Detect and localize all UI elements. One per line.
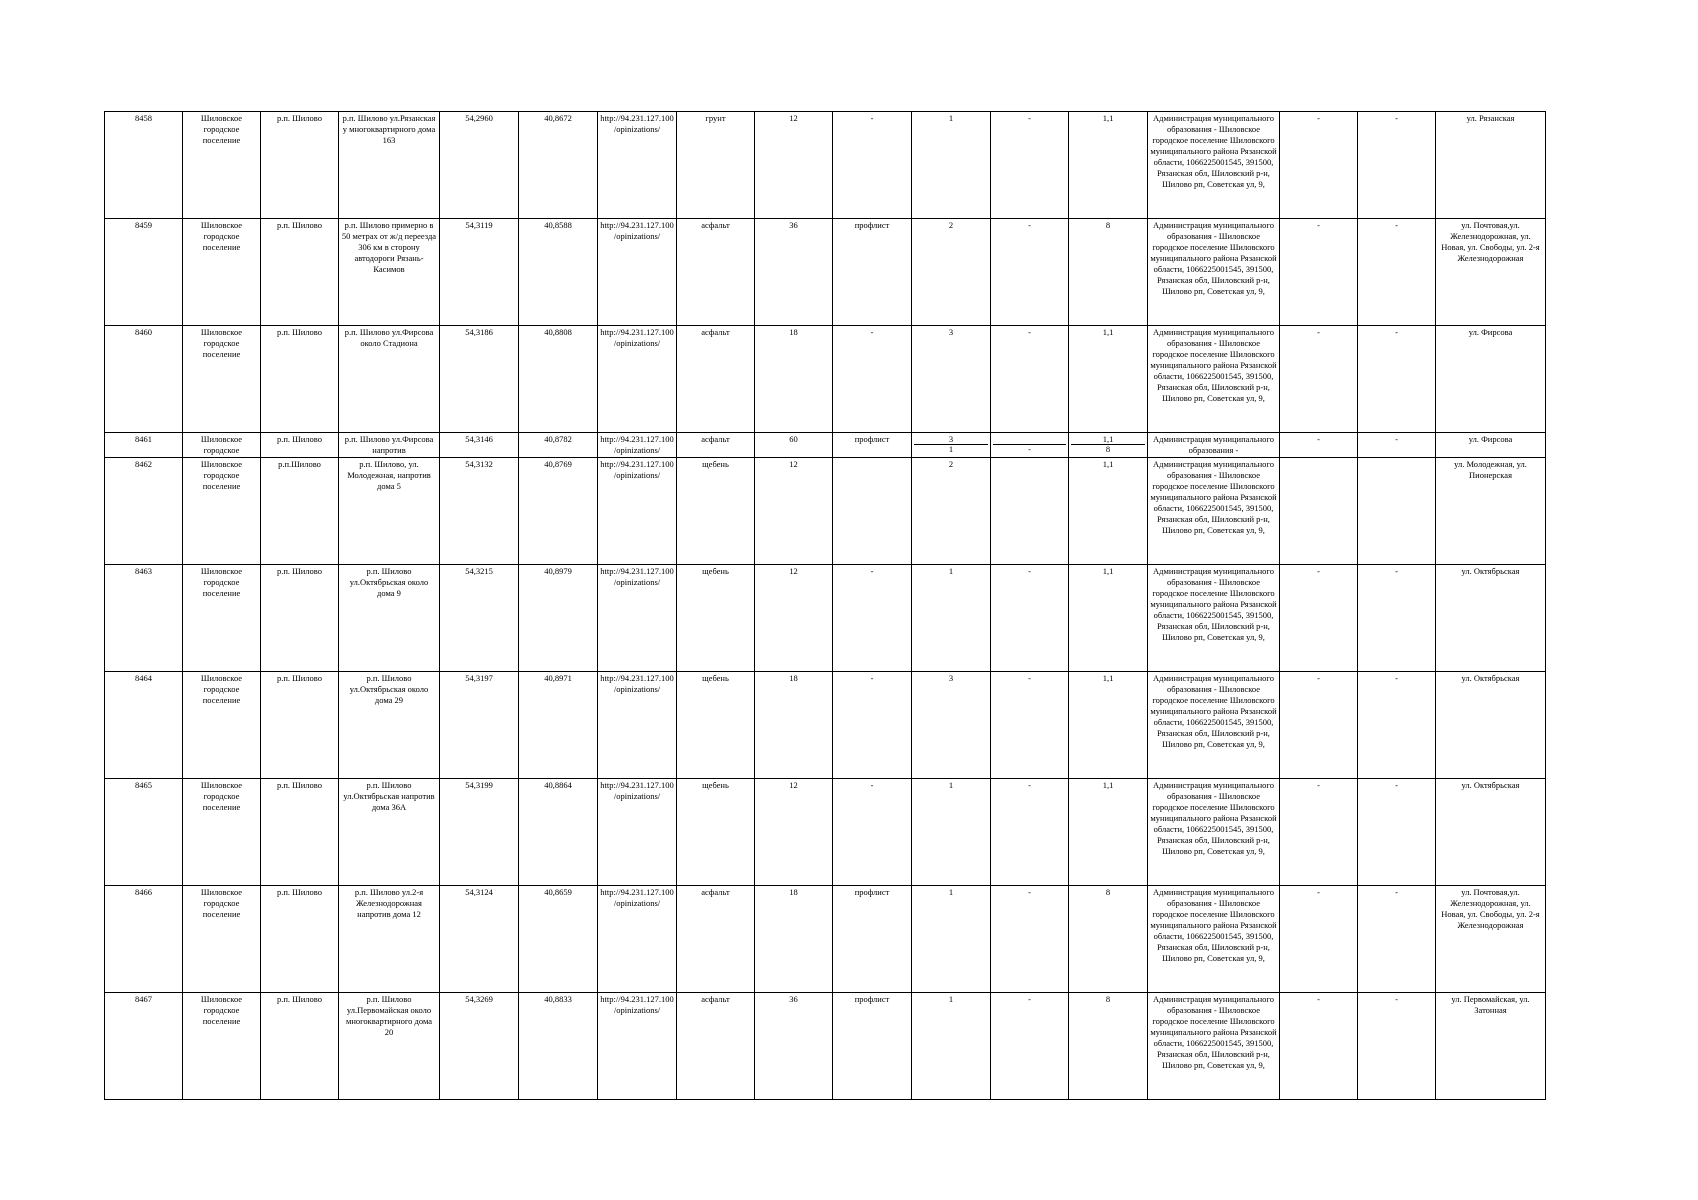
container-count: 1 [912, 565, 991, 672]
served-streets: ул. Рязанская [1436, 112, 1546, 219]
container-count-bottom: 1 [948, 444, 954, 454]
surface-type: асфальт [677, 433, 755, 458]
owner-info: Администрация муниципального образования - Шиловское городское поселение Шиловского муниципального района Рязанской области, 1066225001545, 391500, Рязанская обл, Шиловский р-н, Шилово рп, Советская ул, 9, [1148, 219, 1280, 326]
table-row [105, 886, 1546, 993]
container-count-2: - [991, 779, 1069, 886]
site-address: р.п. Шилово ул.Рязанская у многоквартирного дома 163 [339, 112, 440, 219]
site-area: 36 [755, 993, 833, 1100]
site-address: р.п. Шилово ул.Октябрьская около дома 9 [339, 565, 440, 672]
container-count-2: - [991, 993, 1069, 1100]
longitude: 40,8782 [519, 433, 598, 458]
surface-type: асфальт [677, 326, 755, 433]
source-link: http://94.231.127.100/opinizations/ [598, 112, 677, 219]
source-link: http://94.231.127.100/opinizations/ [598, 458, 677, 565]
settlement-name: Шиловское городское поселение [183, 219, 261, 326]
surface-type: грунт [677, 112, 755, 219]
served-streets: ул. Почтовая,ул. Железнодорожная, ул. Новая, ул. Свободы, ул. 2-я Железнодорожная [1436, 219, 1546, 326]
column-17: - [1358, 672, 1436, 779]
surface-type: щебень [677, 672, 755, 779]
settlement-name: Шиловское городское поселение [183, 112, 261, 219]
table-row [105, 993, 1546, 1100]
table-row [105, 219, 1546, 326]
container-volume: 1,1 [1069, 565, 1148, 672]
site-area: 12 [755, 779, 833, 886]
settlement-name: Шиловское городское поселение [183, 886, 261, 993]
container-count-2 [991, 433, 1069, 458]
site-address: р.п. Шилово ул.Октябрьская около дома 29 [339, 672, 440, 779]
site-number: 8459 [105, 219, 183, 326]
served-streets: ул. Почтовая,ул. Железнодорожная, ул. Новая, ул. Свободы, ул. 2-я Железнодорожная [1436, 886, 1546, 993]
longitude: 40,8588 [519, 219, 598, 326]
site-area: 60 [755, 433, 833, 458]
site-number: 8465 [105, 779, 183, 886]
container-volume: 1,1 [1069, 779, 1148, 886]
site-address: р.п. Шилово ул.Фирсова напротив [339, 433, 440, 458]
container-count: 2 [912, 458, 991, 565]
latitude: 54,3119 [440, 219, 519, 326]
surface-type: щебень [677, 458, 755, 565]
owner-info: Администрация муниципального образования - Шиловское городское поселение Шиловского муниципального района Рязанской области, 1066225001545, 391500, Рязанская обл, Шиловский р-н, Шилово рп, Советская ул, 9, [1148, 993, 1280, 1100]
source-link: http://94.231.127.100/opinizations/ [598, 993, 677, 1100]
owner-info: Администрация муниципального образования - Шиловское городское поселение Шиловского муниципального района Рязанской области, 1066225001545, 391500, Рязанская обл, Шиловский р-н, Шилово рп, Советская ул, 9, [1148, 326, 1280, 433]
site-number: 8467 [105, 993, 183, 1100]
site-number: 8463 [105, 565, 183, 672]
container-volume-top: 1,1 [1071, 434, 1145, 445]
container-volume: 1,1 [1069, 326, 1148, 433]
latitude: 54,3197 [440, 672, 519, 779]
fence-type: профлист [833, 993, 912, 1100]
container-count-2: - [991, 219, 1069, 326]
owner-info: Администрация муниципального образования - Шиловское городское поселение Шиловского муниципального района Рязанской области, 1066225001545, 391500, Рязанская обл, Шиловский р-н, Шилово рп, Советская ул, 9, [1148, 779, 1280, 886]
served-streets: ул. Фирсова [1436, 433, 1546, 458]
locality: р.п. Шилово [261, 112, 339, 219]
surface-type: асфальт [677, 886, 755, 993]
site-address: р.п. Шилово примерно в 50 метрах от ж/д переезда 306 км в сторону автодороги Рязань-Касимов [339, 219, 440, 326]
column-17 [1358, 458, 1436, 565]
container-count-2: - [991, 112, 1069, 219]
column-16: - [1280, 565, 1358, 672]
column-16 [1280, 458, 1358, 565]
site-number: 8462 [105, 458, 183, 565]
container-volume-bottom: 8 [1105, 444, 1111, 454]
column-17: - [1358, 433, 1436, 458]
container-volume: 8 [1069, 886, 1148, 993]
site-address: р.п. Шилово ул.Октябрьская напротив дома 36А [339, 779, 440, 886]
longitude: 40,8808 [519, 326, 598, 433]
column-16: - [1280, 886, 1358, 993]
settlement-name: Шиловское городское поселение [183, 672, 261, 779]
container-count-2 [991, 458, 1069, 565]
locality: р.п.Шилово [261, 458, 339, 565]
served-streets: ул. Октябрьская [1436, 565, 1546, 672]
container-count-2: - [991, 672, 1069, 779]
container-volume: 1,1 [1069, 672, 1148, 779]
site-number: 8466 [105, 886, 183, 993]
site-area: 18 [755, 886, 833, 993]
locality: р.п. Шилово [261, 433, 339, 458]
settlement-name: Шиловское городское поселение [183, 565, 261, 672]
locality: р.п. Шилово [261, 219, 339, 326]
source-link: http://94.231.127.100/opinizations/ [598, 433, 677, 458]
longitude: 40,8979 [519, 565, 598, 672]
settlement-name: Шиловское городское поселение [183, 326, 261, 433]
column-16: - [1280, 433, 1358, 458]
locality: р.п. Шилово [261, 326, 339, 433]
source-link: http://94.231.127.100/opinizations/ [598, 219, 677, 326]
latitude: 54,3215 [440, 565, 519, 672]
source-link: http://94.231.127.100/opinizations/ [598, 886, 677, 993]
container-count: 1 [912, 112, 991, 219]
site-area: 12 [755, 565, 833, 672]
container-volume: 8 [1069, 219, 1148, 326]
longitude: 40,8659 [519, 886, 598, 993]
longitude: 40,8672 [519, 112, 598, 219]
container-volume: 8 [1069, 993, 1148, 1100]
fence-type: - [833, 672, 912, 779]
served-streets: ул. Октябрьская [1436, 779, 1546, 886]
site-address: р.п. Шилово ул.2-я Железнодорожная напротив дома 12 [339, 886, 440, 993]
locality: р.п. Шилово [261, 993, 339, 1100]
fence-type: - [833, 565, 912, 672]
surface-type: асфальт [677, 993, 755, 1100]
site-number: 8460 [105, 326, 183, 433]
table-row [105, 565, 1546, 672]
source-link: http://94.231.127.100/opinizations/ [598, 326, 677, 433]
container-count-top: 3 [914, 434, 988, 445]
served-streets: ул. Молодежная, ул. Пионерская [1436, 458, 1546, 565]
settlement-name: Шиловское городское поселение [183, 993, 261, 1100]
container-count-2-bottom: - [1028, 444, 1031, 454]
container-volume: 1,1 [1069, 458, 1148, 565]
container-count: 2 [912, 219, 991, 326]
site-number: 8464 [105, 672, 183, 779]
site-area: 12 [755, 112, 833, 219]
longitude: 40,8769 [519, 458, 598, 565]
container-volume: 1,1 [1069, 112, 1148, 219]
site-address: р.п. Шилово, ул. Молодежная, напротив дома 5 [339, 458, 440, 565]
column-17: - [1358, 886, 1436, 993]
table-row [105, 326, 1546, 433]
settlement-name: Шиловское городское [183, 433, 261, 458]
fence-type: - [833, 326, 912, 433]
locality: р.п. Шилово [261, 565, 339, 672]
fence-type: профлист [833, 219, 912, 326]
locality: р.п. Шилово [261, 779, 339, 886]
column-17: - [1358, 326, 1436, 433]
fence-type [833, 458, 912, 565]
source-link: http://94.231.127.100/opinizations/ [598, 672, 677, 779]
longitude: 40,8864 [519, 779, 598, 886]
site-area: 18 [755, 672, 833, 779]
settlement-name: Шиловское городское поселение [183, 458, 261, 565]
served-streets: ул. Фирсова [1436, 326, 1546, 433]
column-17: - [1358, 779, 1436, 886]
owner-info: Администрация муниципального образования - Шиловское городское поселение Шиловского муниципального района Рязанской области, 1066225001545, 391500, Рязанская обл, Шиловский р-н, Шилово рп, Советская ул, 9, [1148, 112, 1280, 219]
container-volume [1069, 433, 1148, 458]
site-number: 8461 [105, 433, 183, 458]
latitude: 54,3186 [440, 326, 519, 433]
latitude: 54,3124 [440, 886, 519, 993]
site-area: 18 [755, 326, 833, 433]
locality: р.п. Шилово [261, 886, 339, 993]
owner-info: Администрация муниципального образования - Шиловское городское поселение Шиловского муниципального района Рязанской области, 1066225001545, 391500, Рязанская обл, Шиловский р-н, Шилово рп, Советская ул, 9, [1148, 458, 1280, 565]
column-16: - [1280, 779, 1358, 886]
served-streets: ул. Первомайская, ул. Затонная [1436, 993, 1546, 1100]
site-address: р.п. Шилово ул.Первомайская около многоквартирного дома 20 [339, 993, 440, 1100]
table-row [105, 112, 1546, 219]
container-count [912, 433, 991, 458]
column-17: - [1358, 219, 1436, 326]
latitude: 54,2960 [440, 112, 519, 219]
table-row [105, 433, 1546, 458]
container-count-2: - [991, 326, 1069, 433]
settlement-name: Шиловское городское поселение [183, 779, 261, 886]
column-17: - [1358, 112, 1436, 219]
fence-type: профлист [833, 886, 912, 993]
column-17: - [1358, 565, 1436, 672]
fence-type: профлист [833, 433, 912, 458]
surface-type: щебень [677, 779, 755, 886]
latitude: 54,3132 [440, 458, 519, 565]
column-16: - [1280, 993, 1358, 1100]
container-count: 1 [912, 886, 991, 993]
surface-type: щебень [677, 565, 755, 672]
site-address: р.п. Шилово ул.Фирсова около Стадиона [339, 326, 440, 433]
column-16: - [1280, 326, 1358, 433]
owner-info: Администрация муниципального образования - Шиловское городское поселение Шиловского муниципального района Рязанской области, 1066225001545, 391500, Рязанская обл, Шиловский р-н, Шилово рп, Советская ул, 9, [1148, 886, 1280, 993]
owner-info: Администрация муниципального образования - Шиловское городское поселение Шиловского муниципального района Рязанской области, 1066225001545, 391500, Рязанская обл, Шиловский р-н, Шилово рп, Советская ул, 9, [1148, 672, 1280, 779]
surface-type: асфальт [677, 219, 755, 326]
table-row [105, 458, 1546, 565]
container-count: 3 [912, 326, 991, 433]
site-area: 12 [755, 458, 833, 565]
locality: р.п. Шилово [261, 672, 339, 779]
container-count: 3 [912, 672, 991, 779]
table-row [105, 779, 1546, 886]
longitude: 40,8971 [519, 672, 598, 779]
source-link: http://94.231.127.100/opinizations/ [598, 779, 677, 886]
site-number: 8458 [105, 112, 183, 219]
fence-type: - [833, 779, 912, 886]
latitude: 54,3269 [440, 993, 519, 1100]
container-count-2: - [991, 886, 1069, 993]
waste-sites-table [104, 111, 1546, 1100]
fence-type: - [833, 112, 912, 219]
column-16: - [1280, 112, 1358, 219]
owner-info: Администрация муниципального образования - [1148, 433, 1280, 458]
latitude: 54,3199 [440, 779, 519, 886]
site-area: 36 [755, 219, 833, 326]
column-16: - [1280, 219, 1358, 326]
served-streets: ул. Октябрьская [1436, 672, 1546, 779]
container-count: 1 [912, 779, 991, 886]
container-count-2: - [991, 565, 1069, 672]
latitude: 54,3146 [440, 433, 519, 458]
source-link: http://94.231.127.100/opinizations/ [598, 565, 677, 672]
longitude: 40,8833 [519, 993, 598, 1100]
owner-info: Администрация муниципального образования - Шиловское городское поселение Шиловского муниципального района Рязанской области, 1066225001545, 391500, Рязанская обл, Шиловский р-н, Шилово рп, Советская ул, 9, [1148, 565, 1280, 672]
column-16: - [1280, 672, 1358, 779]
table-row [105, 672, 1546, 779]
column-17: - [1358, 993, 1436, 1100]
container-count: 1 [912, 993, 991, 1100]
